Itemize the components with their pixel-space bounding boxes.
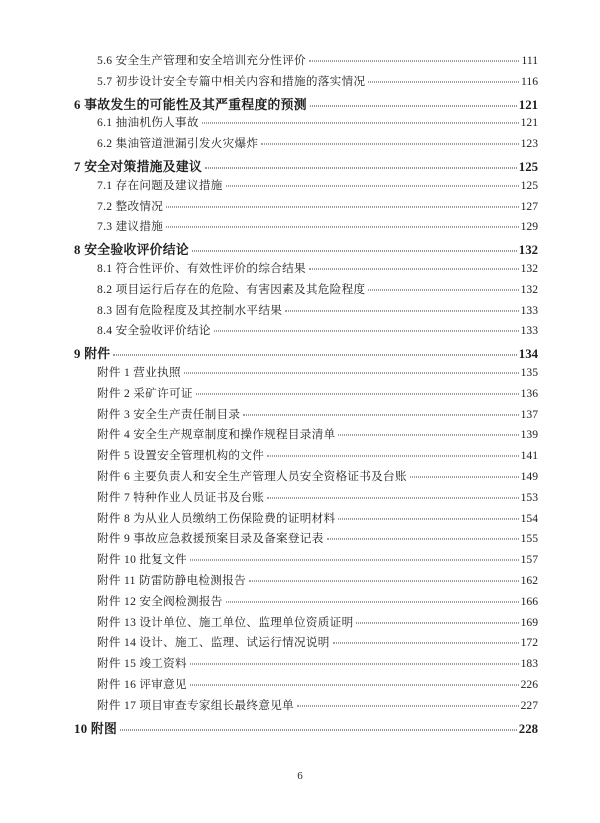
toc-entry-label: 附件 2 采矿许可证 (97, 386, 193, 400)
toc-entry (74, 468, 538, 489)
toc-entry (74, 260, 538, 281)
dot-leader (297, 705, 519, 706)
toc-entry-label: 附件 8 为从业人员缴纳工伤保险费的证明材料 (97, 511, 336, 525)
toc-entry-label: 附件 1 营业执照 (97, 365, 181, 379)
toc-entry-label: 7.3 建议措施 (97, 220, 164, 234)
toc-entry (74, 510, 538, 531)
toc-entry (74, 364, 538, 385)
toc-entry-label: 5.7 初步设计安全专篇中相关内容和措施的落实情况 (97, 74, 366, 88)
dot-leader (184, 372, 519, 373)
toc-entry-page: 129 (520, 220, 538, 234)
dot-leader (120, 729, 517, 730)
dot-leader (338, 435, 518, 436)
dot-leader (166, 206, 518, 207)
toc-entry-label: 附件 6 主要负责人和安全生产管理人员安全资格证书及台账 (97, 469, 407, 483)
toc-entry-page: 127 (520, 199, 538, 213)
dot-leader (243, 414, 518, 415)
dot-leader (338, 518, 518, 519)
table-of-contents (74, 52, 538, 738)
toc-entry (74, 343, 538, 364)
toc-entry-label: 附件 16 评审意见 (97, 677, 187, 691)
dot-leader (214, 331, 519, 332)
toc-entry-page: 125 (520, 178, 538, 192)
toc-entry-label: 8.1 符合性评价、有效性评价的综合结果 (97, 261, 306, 275)
toc-entry (74, 156, 538, 177)
toc-entry-page: 134 (518, 347, 538, 362)
dot-leader (205, 167, 517, 168)
dot-leader (356, 622, 518, 623)
toc-entry (74, 406, 538, 427)
toc-entry (74, 302, 538, 323)
toc-entry-label: 附件 4 安全生产规章制度和操作规程目录清单 (97, 428, 336, 442)
toc-entry-label: 附件 11 防雷防静电检测报告 (97, 573, 246, 587)
toc-entry-label: 8.4 安全验收评价结论 (97, 324, 211, 338)
toc-entry (74, 239, 538, 260)
toc-entry-label: 7.2 整改情况 (97, 199, 164, 213)
dot-leader (368, 289, 518, 290)
toc-entry-label: 7 安全对策措施及建议 (74, 159, 203, 174)
toc-entry-label: 附件 10 批复文件 (97, 553, 187, 567)
toc-entry-page: 116 (521, 74, 538, 88)
toc-entry-page: 135 (520, 365, 538, 379)
dot-leader (196, 393, 519, 394)
toc-entry-page: 139 (520, 428, 538, 442)
toc-entry-label: 9 附件 (74, 347, 111, 362)
dot-leader (333, 643, 519, 644)
toc-entry-page: 136 (520, 386, 538, 400)
dot-leader (202, 123, 519, 124)
dot-leader (113, 355, 516, 356)
toc-entry-page: 166 (520, 594, 538, 608)
dot-leader (285, 310, 519, 311)
toc-entry (74, 52, 538, 73)
toc-entry-label: 附件 17 项目审查专家组长最终意见单 (97, 698, 294, 712)
dot-leader (249, 580, 519, 581)
dot-leader (310, 105, 517, 106)
toc-entry-page: 149 (520, 469, 538, 483)
toc-entry-label: 附件 14 设计、施工、监理、试运行情况说明 (97, 636, 330, 650)
toc-entry-page: 132 (520, 261, 538, 275)
toc-entry (74, 530, 538, 551)
toc-entry (74, 322, 538, 343)
toc-entry (74, 198, 538, 219)
dot-leader (226, 185, 519, 186)
toc-entry (74, 655, 538, 676)
toc-entry (74, 447, 538, 468)
toc-entry (74, 489, 538, 510)
toc-entry-label: 附件 13 设计单位、施工单位、监理单位资质证明 (97, 615, 354, 629)
toc-entry-page: 141 (520, 449, 538, 463)
toc-entry-label: 附件 9 事故应急救援预案目录及备案登记表 (97, 532, 324, 546)
toc-entry (74, 593, 538, 614)
dot-leader (190, 664, 519, 665)
toc-entry (74, 718, 538, 739)
toc-entry (74, 73, 538, 94)
dot-leader (190, 560, 519, 561)
toc-entry (74, 676, 538, 697)
toc-entry-page: 137 (520, 407, 538, 421)
toc-entry-label: 附件 15 竣工资料 (97, 657, 187, 671)
toc-entry-page: 111 (521, 54, 538, 67)
toc-entry-label: 6 事故发生的可能性及其严重程度的预测 (74, 97, 307, 112)
toc-entry-page: 157 (520, 553, 538, 567)
dot-leader (368, 81, 519, 82)
dot-leader (190, 684, 519, 685)
toc-entry-page: 226 (520, 677, 538, 691)
toc-entry-label: 附件 7 特种作业人员证书及台账 (97, 490, 265, 504)
toc-entry-page: 162 (520, 573, 538, 587)
toc-entry-label: 附件 3 安全生产责任制目录 (97, 407, 241, 421)
toc-entry-page: 183 (520, 657, 538, 671)
toc-entry (74, 114, 538, 135)
toc-entry-page: 125 (518, 159, 538, 174)
page-footer (0, 770, 600, 782)
toc-entry (74, 218, 538, 239)
toc-entry-page: 155 (520, 532, 538, 546)
toc-entry-label: 8 安全验收评价结论 (74, 243, 189, 258)
toc-entry-label: 6.2 集油管道泄漏引发火灾爆炸 (97, 137, 259, 151)
toc-entry (74, 572, 538, 593)
toc-entry-page: 228 (518, 721, 538, 736)
dot-leader (226, 601, 519, 602)
dot-leader (267, 497, 518, 498)
toc-entry-page: 132 (518, 243, 538, 258)
toc-entry-page: 172 (520, 636, 538, 650)
toc-entry-page: 169 (520, 615, 538, 629)
dot-leader (166, 227, 518, 228)
toc-entry-page: 227 (520, 698, 538, 712)
toc-entry-label: 6.1 抽油机伤人事故 (97, 116, 199, 130)
toc-entry-page: 132 (520, 282, 538, 296)
toc-entry-page: 133 (520, 324, 538, 338)
toc-entry (74, 385, 538, 406)
toc-entry-page: 154 (520, 511, 538, 525)
dot-leader (410, 476, 519, 477)
toc-entry-page: 121 (518, 97, 538, 112)
toc-entry-label: 附件 5 设置安全管理机构的文件 (97, 449, 265, 463)
toc-entry (74, 551, 538, 572)
toc-entry (74, 94, 538, 115)
toc-entry (74, 426, 538, 447)
dot-leader (267, 456, 518, 457)
toc-entry-label: 附件 12 安全阀检测报告 (97, 594, 223, 608)
dot-leader (309, 61, 520, 62)
toc-entry-page: 133 (520, 303, 538, 317)
dot-leader (309, 268, 519, 269)
toc-entry-page: 123 (520, 137, 538, 151)
toc-entry (74, 634, 538, 655)
toc-entry-label: 10 附图 (74, 721, 118, 736)
toc-entry-label: 5.6 安全生产管理和安全培训充分性评价 (97, 54, 306, 67)
toc-entry (74, 177, 538, 198)
dot-leader (327, 539, 519, 540)
toc-entry-label: 7.1 存在问题及建议措施 (97, 178, 223, 192)
dot-leader (192, 251, 517, 252)
toc-entry (74, 281, 538, 302)
toc-entry (74, 135, 538, 156)
toc-entry (74, 697, 538, 718)
dot-leader (261, 144, 518, 145)
toc-entry (74, 614, 538, 635)
toc-entry-page: 153 (520, 490, 538, 504)
footer-page-number: 6 (297, 770, 303, 782)
toc-entry-page: 121 (520, 116, 538, 130)
toc-entry-label: 8.2 项目运行后存在的危险、有害因素及其危险程度 (97, 282, 366, 296)
toc-entry-label: 8.3 固有危险程度及其控制水平结果 (97, 303, 283, 317)
